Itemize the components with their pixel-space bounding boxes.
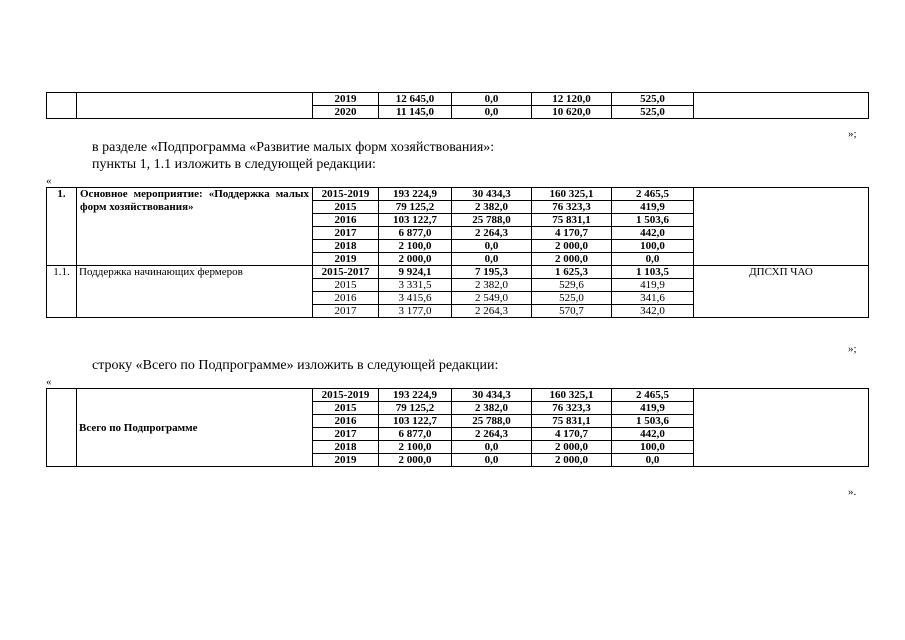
total-cell: 3 177,0 bbox=[379, 305, 452, 318]
opening-quote-1: « bbox=[46, 175, 52, 187]
budget-cell-3: 1 503,6 bbox=[612, 415, 694, 428]
year-cell: 2016 bbox=[313, 415, 379, 428]
budget-cell-3: 100,0 bbox=[612, 441, 694, 454]
budget-cell-2: 75 831,1 bbox=[532, 214, 612, 227]
table-row bbox=[47, 389, 869, 402]
item-number: 1.1. bbox=[47, 266, 77, 318]
name-cell bbox=[77, 93, 313, 119]
budget-cell-3: 525,0 bbox=[612, 93, 694, 106]
item-number: 1. bbox=[47, 188, 77, 266]
budget-cell-3: 341,6 bbox=[612, 292, 694, 305]
executor-cell bbox=[694, 93, 869, 119]
points-instruction: пункты 1, 1.1 изложить в следующей редакции: bbox=[92, 157, 376, 172]
budget-cell-2: 4 170,7 bbox=[532, 428, 612, 441]
budget-cell-3: 1 103,5 bbox=[612, 266, 694, 279]
budget-cell-2: 10 620,0 bbox=[532, 106, 612, 119]
total-cell: 103 122,7 bbox=[379, 415, 452, 428]
year-cell: 2015-2019 bbox=[313, 389, 379, 402]
budget-cell-1: 0,0 bbox=[452, 106, 532, 119]
budget-cell-1: 25 788,0 bbox=[452, 214, 532, 227]
year-cell: 2019 bbox=[313, 93, 379, 106]
year-cell: 2017 bbox=[313, 428, 379, 441]
year-cell: 2015 bbox=[313, 402, 379, 415]
year-cell: 2019 bbox=[313, 253, 379, 266]
total-cell: 9 924,1 bbox=[379, 266, 452, 279]
opening-quote-2: « bbox=[46, 376, 52, 388]
budget-cell-3: 2 465,5 bbox=[612, 389, 694, 402]
total-cell: 3 331,5 bbox=[379, 279, 452, 292]
budget-cell-2: 525,0 bbox=[532, 292, 612, 305]
item-name: Поддержка начинающих фермеров bbox=[77, 266, 313, 318]
total-cell: 6 877,0 bbox=[379, 227, 452, 240]
budget-cell-3: 100,0 bbox=[612, 240, 694, 253]
budget-cell-3: 342,0 bbox=[612, 305, 694, 318]
budget-cell-3: 442,0 bbox=[612, 428, 694, 441]
table-row bbox=[47, 188, 869, 201]
budget-cell-1: 7 195,3 bbox=[452, 266, 532, 279]
budget-cell-1: 2 382,0 bbox=[452, 402, 532, 415]
budget-cell-2: 160 325,1 bbox=[532, 188, 612, 201]
total-row-instruction: строку «Всего по Подпрограмме» изложить в следующей редакции: bbox=[92, 358, 499, 373]
budget-cell-1: 2 264,3 bbox=[452, 227, 532, 240]
closing-quote-1: »; bbox=[848, 128, 857, 140]
closing-quote-2: »; bbox=[848, 343, 857, 355]
executor-cell bbox=[694, 389, 869, 467]
budget-cell-3: 2 465,5 bbox=[612, 188, 694, 201]
budget-cell-2: 160 325,1 bbox=[532, 389, 612, 402]
year-cell: 2018 bbox=[313, 240, 379, 253]
year-cell: 2017 bbox=[313, 305, 379, 318]
num-cell bbox=[47, 93, 77, 119]
budget-cell-1: 2 264,3 bbox=[452, 428, 532, 441]
total-table bbox=[46, 388, 869, 467]
total-cell: 12 645,0 bbox=[379, 93, 452, 106]
year-cell: 2018 bbox=[313, 441, 379, 454]
table-row bbox=[47, 93, 869, 106]
year-cell: 2015 bbox=[313, 279, 379, 292]
budget-cell-2: 2 000,0 bbox=[532, 454, 612, 467]
budget-cell-1: 2 549,0 bbox=[452, 292, 532, 305]
measures-table bbox=[46, 187, 869, 318]
year-cell: 2020 bbox=[313, 106, 379, 119]
year-cell: 2019 bbox=[313, 454, 379, 467]
total-cell: 2 000,0 bbox=[379, 454, 452, 467]
total-cell: 2 100,0 bbox=[379, 441, 452, 454]
budget-cell-2: 76 323,3 bbox=[532, 402, 612, 415]
budget-cell-2: 2 000,0 bbox=[532, 240, 612, 253]
budget-cell-3: 419,9 bbox=[612, 279, 694, 292]
total-cell: 3 415,6 bbox=[379, 292, 452, 305]
year-cell: 2015-2019 bbox=[313, 188, 379, 201]
total-cell: 2 100,0 bbox=[379, 240, 452, 253]
budget-cell-2: 570,7 bbox=[532, 305, 612, 318]
year-cell: 2015 bbox=[313, 201, 379, 214]
budget-cell-1: 0,0 bbox=[452, 454, 532, 467]
total-cell: 2 000,0 bbox=[379, 253, 452, 266]
budget-cell-3: 442,0 bbox=[612, 227, 694, 240]
budget-cell-1: 30 434,3 bbox=[452, 188, 532, 201]
total-cell: 79 125,2 bbox=[379, 402, 452, 415]
budget-cell-1: 2 382,0 bbox=[452, 279, 532, 292]
budget-cell-3: 525,0 bbox=[612, 106, 694, 119]
budget-cell-1: 0,0 bbox=[452, 253, 532, 266]
total-cell: 79 125,2 bbox=[379, 201, 452, 214]
table-row bbox=[47, 266, 869, 279]
budget-cell-3: 0,0 bbox=[612, 253, 694, 266]
year-cell: 2016 bbox=[313, 292, 379, 305]
year-cell: 2016 bbox=[313, 214, 379, 227]
total-cell: 193 224,9 bbox=[379, 188, 452, 201]
budget-cell-1: 2 264,3 bbox=[452, 305, 532, 318]
total-cell: 11 145,0 bbox=[379, 106, 452, 119]
year-cell: 2017 bbox=[313, 227, 379, 240]
budget-cell-1: 25 788,0 bbox=[452, 415, 532, 428]
budget-cell-2: 529,6 bbox=[532, 279, 612, 292]
budget-cell-2: 1 625,3 bbox=[532, 266, 612, 279]
budget-cell-1: 0,0 bbox=[452, 93, 532, 106]
year-cell: 2015-2017 bbox=[313, 266, 379, 279]
budget-cell-2: 4 170,7 bbox=[532, 227, 612, 240]
budget-cell-3: 419,9 bbox=[612, 201, 694, 214]
funding-table-top bbox=[46, 92, 869, 119]
section-heading: в разделе «Подпрограмма «Развитие малых форм хозяйствования»: bbox=[92, 140, 495, 155]
total-cell: 6 877,0 bbox=[379, 428, 452, 441]
closing-quote-3: ». bbox=[848, 486, 857, 498]
item-name: Основное мероприятие: «Поддержка малых форм хозяйствования» bbox=[77, 188, 313, 266]
budget-cell-2: 76 323,3 bbox=[532, 201, 612, 214]
budget-cell-1: 2 382,0 bbox=[452, 201, 532, 214]
total-cell: 103 122,7 bbox=[379, 214, 452, 227]
budget-cell-2: 12 120,0 bbox=[532, 93, 612, 106]
executor-cell bbox=[694, 188, 869, 266]
total-label: Всего по Подпрограмме bbox=[77, 389, 313, 467]
total-cell: 193 224,9 bbox=[379, 389, 452, 402]
budget-cell-1: 30 434,3 bbox=[452, 389, 532, 402]
budget-cell-3: 1 503,6 bbox=[612, 214, 694, 227]
executor-cell: ДПСХП ЧАО bbox=[694, 266, 869, 318]
budget-cell-2: 2 000,0 bbox=[532, 441, 612, 454]
num-cell bbox=[47, 389, 77, 467]
budget-cell-3: 419,9 bbox=[612, 402, 694, 415]
budget-cell-1: 0,0 bbox=[452, 240, 532, 253]
budget-cell-1: 0,0 bbox=[452, 441, 532, 454]
budget-cell-2: 75 831,1 bbox=[532, 415, 612, 428]
budget-cell-3: 0,0 bbox=[612, 454, 694, 467]
budget-cell-2: 2 000,0 bbox=[532, 253, 612, 266]
